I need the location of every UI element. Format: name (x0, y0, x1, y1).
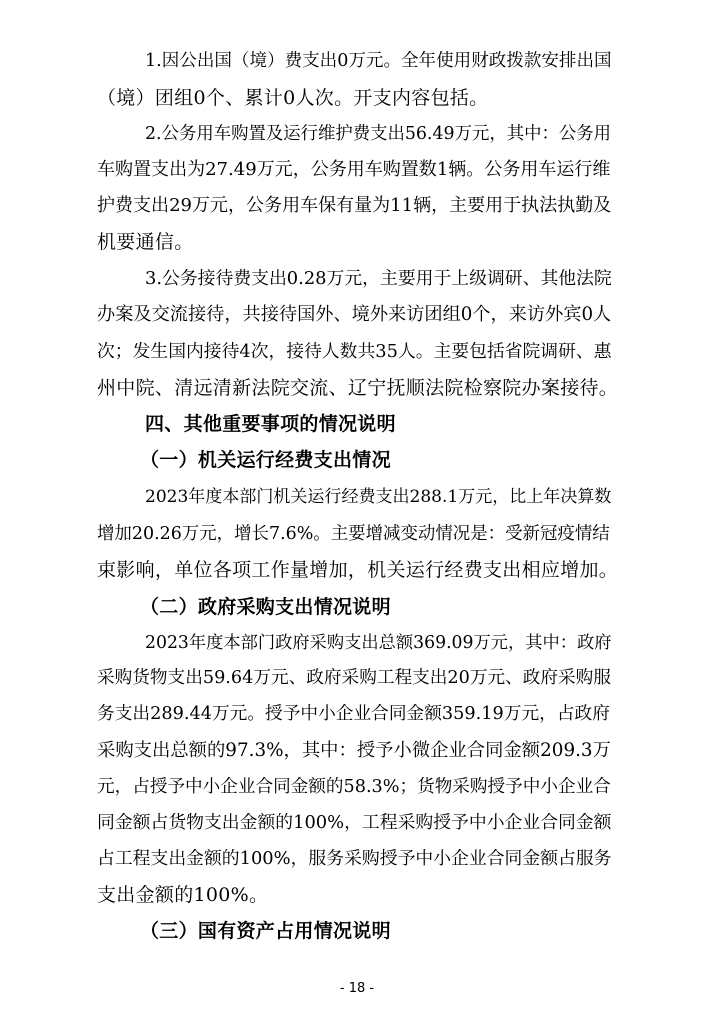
subsection-heading: （三）国有资产占用情况说明 (140, 920, 391, 942)
paragraph-line: 增加20.26万元，增长7.6%。主要增减变动情况是：受新冠疫情结 (97, 523, 610, 544)
paragraph-line: （境）团组0个、累计0人次。开支内容包括。 (97, 86, 489, 109)
subsection-heading: （二）政府采购支出情况说明 (140, 595, 391, 618)
paragraph-line: 束影响，单位各项工作量增加，机关运行经费支出相应增加。 (97, 558, 619, 581)
paragraph-line: 机要通信。 (97, 230, 194, 253)
paragraph-line: 支出金额的100%。 (97, 884, 269, 906)
paragraph-line: 1.因公出国（境）费支出0万元。全年使用财政拨款安排出国 (145, 51, 612, 71)
paragraph-line: 3.公务接待费支出0.28万元，主要用于上级调研、其他法院 (145, 267, 612, 289)
paragraph-line: 2023年度本部门机关运行经费支出288.1万元，比上年决算数 (145, 486, 612, 507)
paragraph-line: 次；发生国内接待4次，接待人数共35人。主要包括省院调研、惠 (97, 341, 612, 363)
paragraph-line: 务支出289.44万元。授予中小企业合同金额359.19万元，占政府 (97, 704, 610, 725)
paragraph-line: 同金额占货物支出金额的100%，工程采购授予中小企业合同金额 (97, 812, 612, 834)
paragraph-line: 2.公务用车购置及运行维护费支出56.49万元，其中：公务用 (145, 123, 611, 144)
page-number: - 18 - (339, 981, 375, 996)
paragraph-line: 车购置支出为27.49万元，公务用车购置数1辆。公务用车运行维 (97, 158, 611, 180)
paragraph-line: 护费支出29万元，公务用车保有量为11辆，主要用于执法执勤及 (97, 194, 612, 216)
subsection-heading: （一）机关运行经费支出情况 (140, 449, 391, 471)
paragraph-line: 采购支出总额的97.3%，其中：授予小微企业合同金额209.3万 (97, 740, 611, 762)
section-heading: 四、其他重要事项的情况说明 (145, 413, 396, 436)
paragraph-line: 州中院、清远清新法院交流、辽宁抚顺法院检察院办案接待。 (97, 377, 619, 400)
paragraph-line: 办案及交流接待，共接待国外、境外来访团组0个，来访外宾0人 (97, 304, 612, 326)
paragraph-line: 2023年度本部门政府采购支出总额369.09万元，其中：政府 (145, 632, 612, 653)
paragraph-line: 占工程支出金额的100%，服务采购授予中小企业合同金额占服务 (97, 848, 612, 870)
paragraph-line: 采购货物支出59.64万元、政府采购工程支出20万元、政府采购服 (97, 668, 611, 689)
paragraph-line: 元，占授予中小企业合同金额的58.3%；货物采购授予中小企业合 (97, 777, 611, 798)
